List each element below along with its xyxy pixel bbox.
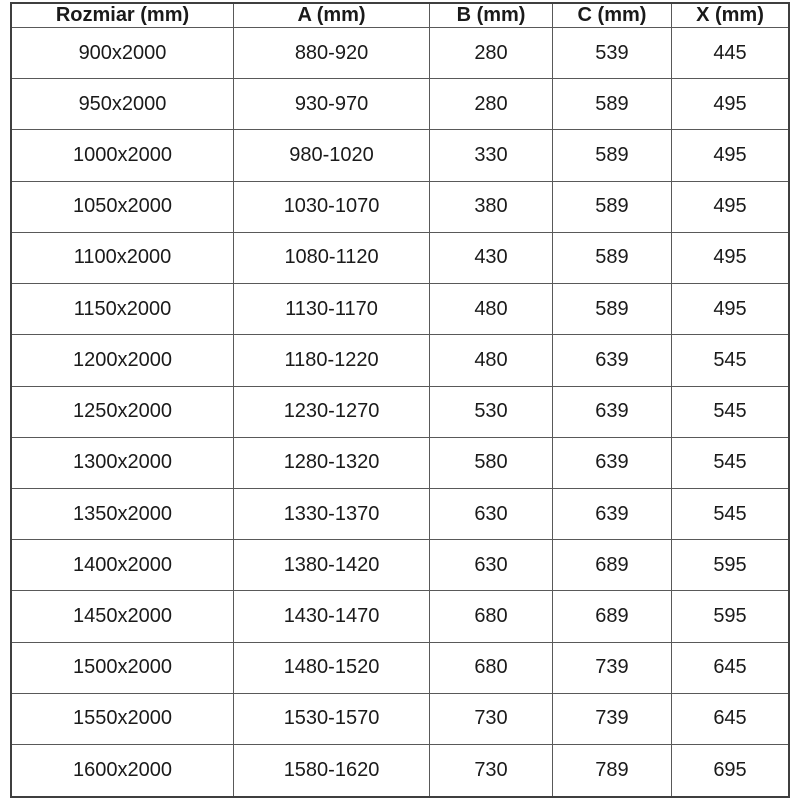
table-cell: 680 [430, 591, 553, 642]
column-header: C (mm) [552, 3, 671, 28]
table-cell: 495 [672, 130, 790, 181]
table-cell: 495 [672, 181, 790, 232]
table-row [11, 232, 789, 283]
table-cell: 495 [672, 232, 790, 283]
table-row [11, 335, 789, 386]
table-cell: 739 [552, 693, 671, 744]
table-cell: 730 [430, 745, 553, 797]
table-cell: 930-970 [234, 79, 430, 130]
column-header: X (mm) [672, 3, 790, 28]
table-cell: 880-920 [234, 28, 430, 79]
table-cell: 589 [552, 232, 671, 283]
table-cell: 730 [430, 693, 553, 744]
table-row [11, 540, 789, 591]
table-cell: 1600x2000 [11, 745, 234, 797]
table-cell: 1580-1620 [234, 745, 430, 797]
table-cell: 950x2000 [11, 79, 234, 130]
table-cell: 530 [430, 386, 553, 437]
table-cell: 280 [430, 79, 553, 130]
column-header: A (mm) [234, 3, 430, 28]
table-cell: 1500x2000 [11, 642, 234, 693]
table-row [11, 284, 789, 335]
table-row [11, 642, 789, 693]
table-cell: 545 [672, 488, 790, 539]
table-row [11, 437, 789, 488]
table-cell: 545 [672, 437, 790, 488]
table-cell: 645 [672, 642, 790, 693]
table-cell: 1450x2000 [11, 591, 234, 642]
table-cell: 1550x2000 [11, 693, 234, 744]
table-cell: 1380-1420 [234, 540, 430, 591]
table-cell: 689 [552, 540, 671, 591]
table-cell: 1530-1570 [234, 693, 430, 744]
table-cell: 639 [552, 488, 671, 539]
table-cell: 1230-1270 [234, 386, 430, 437]
table-cell: 1430-1470 [234, 591, 430, 642]
table-cell: 1350x2000 [11, 488, 234, 539]
table-cell: 1200x2000 [11, 335, 234, 386]
column-header: B (mm) [430, 3, 553, 28]
column-header: Rozmiar (mm) [11, 3, 234, 28]
table-cell: 1030-1070 [234, 181, 430, 232]
table-cell: 639 [552, 437, 671, 488]
table-cell: 480 [430, 284, 553, 335]
table-row [11, 28, 789, 79]
table-cell: 330 [430, 130, 553, 181]
table-row [11, 693, 789, 744]
table-cell: 589 [552, 130, 671, 181]
table-cell: 589 [552, 79, 671, 130]
table-cell: 1080-1120 [234, 232, 430, 283]
table-cell: 1480-1520 [234, 642, 430, 693]
table-cell: 695 [672, 745, 790, 797]
table-cell: 1330-1370 [234, 488, 430, 539]
table-cell: 789 [552, 745, 671, 797]
table-row [11, 488, 789, 539]
table-row [11, 591, 789, 642]
table-cell: 280 [430, 28, 553, 79]
table-cell: 645 [672, 693, 790, 744]
table-cell: 1150x2000 [11, 284, 234, 335]
table-cell: 589 [552, 284, 671, 335]
table-cell: 1300x2000 [11, 437, 234, 488]
table-cell: 589 [552, 181, 671, 232]
table-cell: 739 [552, 642, 671, 693]
table-cell: 495 [672, 284, 790, 335]
table-cell: 639 [552, 386, 671, 437]
table-cell: 430 [430, 232, 553, 283]
table-cell: 539 [552, 28, 671, 79]
table-cell: 380 [430, 181, 553, 232]
table-cell: 445 [672, 28, 790, 79]
table-cell: 639 [552, 335, 671, 386]
size-table-container [10, 2, 790, 798]
table-cell: 1180-1220 [234, 335, 430, 386]
table-cell: 1280-1320 [234, 437, 430, 488]
table-row [11, 79, 789, 130]
table-cell: 630 [430, 488, 553, 539]
table-cell: 980-1020 [234, 130, 430, 181]
size-table [10, 2, 790, 798]
table-cell: 680 [430, 642, 553, 693]
table-cell: 1050x2000 [11, 181, 234, 232]
table-row [11, 181, 789, 232]
table-cell: 689 [552, 591, 671, 642]
table-cell: 630 [430, 540, 553, 591]
table-cell: 1400x2000 [11, 540, 234, 591]
table-body [11, 28, 789, 798]
table-cell: 1000x2000 [11, 130, 234, 181]
table-cell: 595 [672, 591, 790, 642]
table-cell: 545 [672, 335, 790, 386]
table-cell: 480 [430, 335, 553, 386]
table-row [11, 386, 789, 437]
header-row [11, 3, 789, 28]
table-cell: 545 [672, 386, 790, 437]
table-row [11, 130, 789, 181]
table-cell: 1100x2000 [11, 232, 234, 283]
table-cell: 595 [672, 540, 790, 591]
table-cell: 1250x2000 [11, 386, 234, 437]
table-cell: 580 [430, 437, 553, 488]
table-cell: 900x2000 [11, 28, 234, 79]
table-row [11, 745, 789, 797]
table-cell: 495 [672, 79, 790, 130]
table-cell: 1130-1170 [234, 284, 430, 335]
